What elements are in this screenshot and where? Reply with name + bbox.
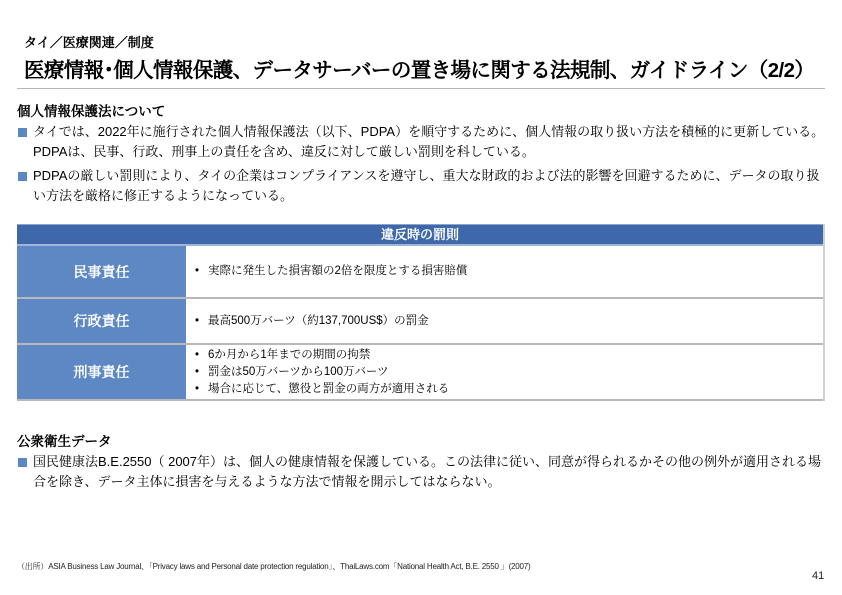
title-divider xyxy=(17,88,825,89)
list-item xyxy=(17,166,829,206)
penalty-item: • 場合に応じて、懲役と罰金の両方が適用される xyxy=(195,381,823,398)
list-item xyxy=(17,122,829,162)
table-header: 違反時の罰則 xyxy=(17,224,823,244)
table-row xyxy=(17,244,823,299)
section-heading-public-health: 公衆衛生データ xyxy=(17,434,112,449)
page-number: 41 xyxy=(812,570,825,582)
bullet-text: PDPAの厳しい罰則により、タイの企業はコンプライアンスを遵守し、重大な財政的および法的影響を回避するために、データの取り扱い方法を厳格に修正するようになっている。 xyxy=(33,168,820,203)
page-title: 医療情報･個人情報保護、データサーバーの置き場に関する法規制、ガイドライン（2/2） xyxy=(24,59,815,82)
row-content xyxy=(187,299,823,343)
bullet-text: タイでは、2022年に施行された個人情報保護法（以下、PDPA）を順守するために、個人情報の取り扱い方法を積極的に更新している。PDPAは、民事、行政、刑事上の責任を含め、違反に対して厳しい罰則を科している。 xyxy=(33,124,825,159)
row-header-criminal: 刑事責任 xyxy=(17,345,187,399)
bullet-text: 国民健康法B.E.2550（ 2007年）は、個人の健康情報を保護している。この法律に従い、同意が得られるかその他の例外が適用される場合を除き、データ主体に損害を与えるような方法で情報を開示してはならない。 xyxy=(33,454,822,489)
row-header-civil: 民事責任 xyxy=(17,246,187,297)
breadcrumb: タイ／医療関連／制度 xyxy=(24,35,154,50)
source-note: （出所）ASIA Business Law Journal、「Privacy laws and Personal date protection regulation」、ThaiLaws.com「National Health Act, B.E. 2550 」(2007) xyxy=(17,562,531,571)
row-header-administrative: 行政責任 xyxy=(17,299,187,343)
square-bullet-icon xyxy=(18,172,27,181)
row-content xyxy=(187,345,823,399)
pdpa-bullet-list xyxy=(17,122,829,206)
list-item xyxy=(17,452,829,492)
penalty-item: • 実際に発生した損害額の2倍を限度とする損害賠償 xyxy=(195,263,823,280)
table-row xyxy=(17,299,823,345)
square-bullet-icon xyxy=(18,128,27,137)
public-health-bullet-list xyxy=(17,452,829,492)
penalty-item: • 最高500万バーツ（約137,700US$）の罰金 xyxy=(195,313,823,330)
row-content xyxy=(187,246,823,297)
penalty-item: • 6か月から1年までの期間の拘禁 xyxy=(195,347,823,364)
section-heading-pdpa: 個人情報保護法について xyxy=(17,104,166,119)
square-bullet-icon xyxy=(18,458,27,467)
penalty-item: • 罰金は50万バーツから100万バーツ xyxy=(195,364,823,381)
penalty-table xyxy=(17,224,825,401)
table-row xyxy=(17,345,823,401)
